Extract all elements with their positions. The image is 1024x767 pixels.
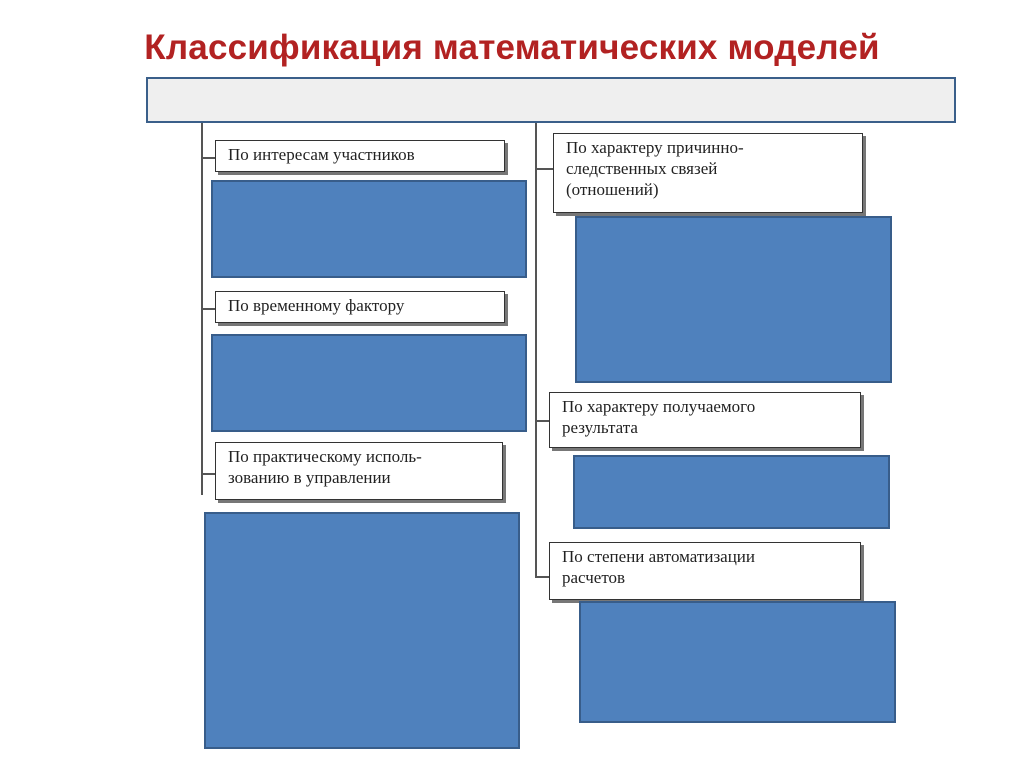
placeholder-box-right-1: [575, 216, 892, 383]
root-classification-box: [146, 77, 956, 123]
placeholder-box-right-3: [579, 601, 896, 723]
category-box-time-factor: По временному фактору: [215, 291, 505, 323]
placeholder-box-left-3: [204, 512, 520, 749]
left-branch-3: [201, 473, 215, 475]
left-branch-1: [201, 157, 215, 159]
category-box-practical-use: По практическому исполь- зованию в управлении: [215, 442, 503, 500]
slide-title: Классификация математических моделей: [144, 28, 880, 67]
right-branch-1: [535, 168, 553, 170]
placeholder-box-right-2: [573, 455, 890, 529]
left-branch-2: [201, 308, 215, 310]
category-box-participants-interests: По интересам участников: [215, 140, 505, 172]
right-branch-3: [535, 576, 549, 578]
right-branch-2: [535, 420, 549, 422]
category-box-automation-degree: По степени автоматизации расчетов: [549, 542, 861, 600]
category-box-causal-relations: По характеру причинно- следственных связей (отношений): [553, 133, 863, 213]
placeholder-box-left-1: [211, 180, 527, 278]
placeholder-box-left-2: [211, 334, 527, 432]
right-trunk-line: [535, 123, 537, 578]
category-box-result-character: По характеру получаемого результата: [549, 392, 861, 448]
